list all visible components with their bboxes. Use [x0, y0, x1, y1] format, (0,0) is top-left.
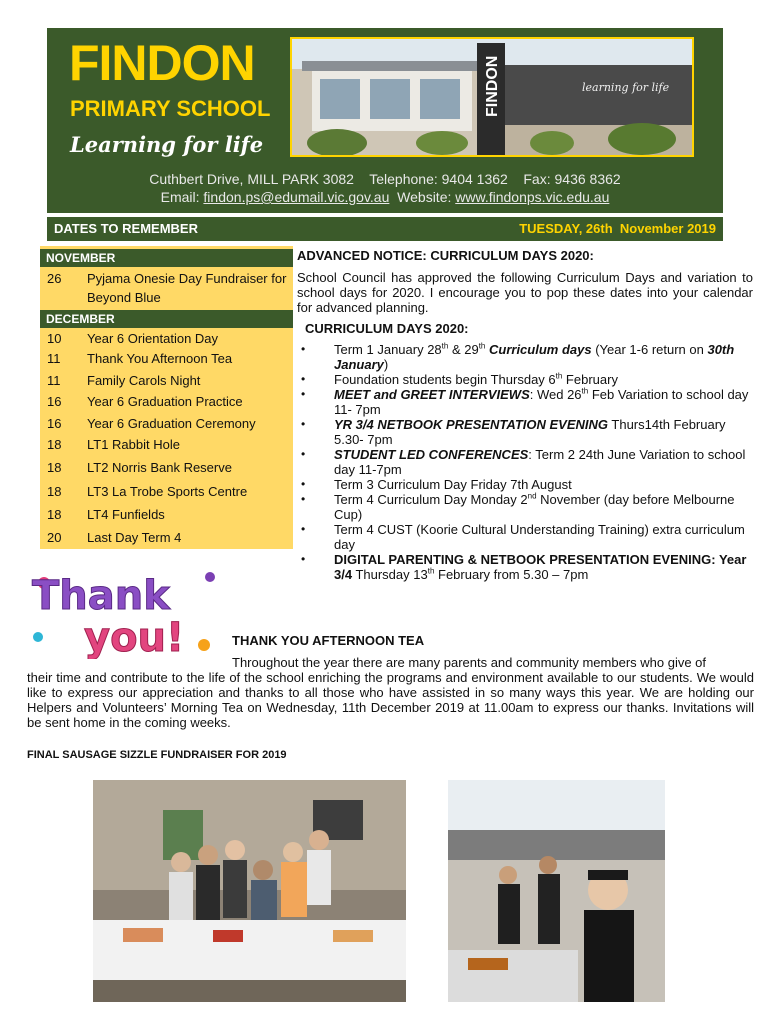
school-name: FINDON	[69, 35, 255, 91]
thank-you-tea-heading: THANK YOU AFTERNOON TEA	[232, 633, 425, 648]
list-item: • DIGITAL PARENTING & NETBOOK PRESENTATION EVENING: Year 3/4 Thursday 13th February from 5.30 – 7pm	[297, 552, 757, 582]
email-label: Email:	[160, 189, 204, 205]
list-item: • MEET and GREET INTERVIEWS: Wed 26th Feb Variation to school day 11- 7pm	[297, 387, 757, 417]
dates-to-remember-heading: DATES TO REMEMBER	[54, 221, 198, 236]
curriculum-days-list	[297, 342, 757, 582]
list-item: • Term 3 Curriculum Day Friday 7th August	[297, 477, 757, 492]
dates-bar	[47, 217, 723, 241]
event-day: 18	[47, 460, 62, 475]
event-text: Last Day Term 4	[87, 530, 182, 545]
advanced-notice-heading: ADVANCED NOTICE: CURRICULUM DAYS 2020:	[297, 248, 594, 263]
list-item: • Term 4 CUST (Koorie Cultural Understanding Training) extra curriculum day	[297, 522, 757, 552]
event-text: LT1 Rabbit Hole	[87, 437, 180, 452]
thank-you-tea-intro: Throughout the year there are many parents and community members who give of	[232, 655, 707, 670]
list-item: • Term 4 Curriculum Day Monday 2nd November (day before Melbourne Cup)	[297, 492, 757, 522]
school-building-illustration	[292, 39, 692, 155]
thank-you-tea-body: their time and contribute to the life of the school enriching the programs and environment available to our students. We would like to express our appreciation and thanks to all those who have assisted in so many ways this year. We are holding our Helpers and Volunteers’ Morning Tea on Wednesday, 11th December 2019 at 11.00am to express our thanks. Invitations will be sent home in the coming weeks.	[27, 670, 754, 730]
sausage-sizzle-heading: FINAL SAUSAGE SIZZLE FUNDRAISER FOR 2019	[27, 749, 287, 761]
list-item: • STUDENT LED CONFERENCES: Term 2 24th June Variation to school day 11-7pm	[297, 447, 757, 477]
event-text: Year 6 Graduation Practice	[87, 394, 243, 409]
event-text: Family Carols Night	[87, 373, 201, 388]
website-label: Website:	[389, 189, 456, 205]
event-day: 18	[47, 484, 62, 499]
event-text: LT4 Funfields	[87, 507, 165, 522]
event-day: 16	[47, 394, 62, 409]
students-sausage-sizzle-photo	[448, 780, 665, 1002]
event-day: 18	[47, 437, 62, 452]
event-day: 11	[47, 351, 61, 366]
event-text: Year 6 Orientation Day	[87, 331, 219, 346]
event-day: 10	[47, 331, 62, 346]
contact-links	[47, 188, 723, 206]
email-link[interactable]: findon.ps@edumail.vic.gov.au	[203, 189, 390, 205]
event-text: LT2 Norris Bank Reserve	[87, 460, 232, 475]
event-day: 11	[47, 373, 61, 388]
month-heading-november: NOVEMBER	[40, 249, 293, 267]
school-building-photo	[290, 37, 694, 157]
advanced-notice-body: School Council has approved the following Curriculum Days and variation to school days for 2020. I encourage you to pop these dates into your calendar for advanced planning.	[297, 270, 753, 315]
curriculum-days-heading: CURRICULUM DAYS 2020:	[305, 321, 469, 336]
event-day: 20	[47, 530, 62, 545]
list-item: • YR 3/4 NETBOOK PRESENTATION EVENING Thurs14th February 5.30- 7pm	[297, 417, 757, 447]
sizzle-photo-illustration	[448, 780, 665, 1002]
event-day: 18	[47, 507, 62, 522]
list-item: • Term 1 January 28th & 29th Curriculum days (Year 1-6 return on 30th January)	[297, 342, 757, 372]
event-text: Thank You Afternoon Tea	[87, 351, 233, 366]
group-photo-illustration	[93, 780, 406, 1002]
thank-you-illustration	[24, 563, 224, 659]
event-text: Pyjama Onesie Day Fundraiser for Beyond Blue	[87, 271, 287, 305]
newsletter-date: TUESDAY, 26th November 2019	[519, 221, 716, 236]
website-link[interactable]: www.findonps.vic.edu.au	[455, 189, 610, 205]
event-text: LT3 La Trobe Sports Centre	[87, 484, 248, 499]
event-day: 16	[47, 416, 62, 431]
thank-text: Thank	[32, 573, 170, 619]
photo-script-text: learning for life	[582, 81, 670, 94]
volunteers-group-photo	[93, 780, 406, 1002]
you-text: you!	[84, 615, 185, 659]
month-heading-december: DECEMBER	[40, 310, 293, 328]
thank-you-graphic	[24, 563, 224, 659]
school-subtitle: PRIMARY SCHOOL	[70, 96, 271, 121]
contact-details	[47, 170, 723, 206]
school-tagline: Learning for life	[70, 132, 264, 157]
address-line: Cuthbert Drive, MILL PARK 3082 Telephone: 9404 1362 Fax: 9436 8362	[149, 171, 621, 187]
photo-sign-text: FINDON	[484, 55, 501, 117]
event-day: 26	[47, 271, 62, 286]
list-item: • Foundation students begin Thursday 6th February	[297, 372, 757, 387]
dates-calendar	[40, 246, 293, 549]
event-text: Year 6 Graduation Ceremony	[87, 416, 256, 431]
